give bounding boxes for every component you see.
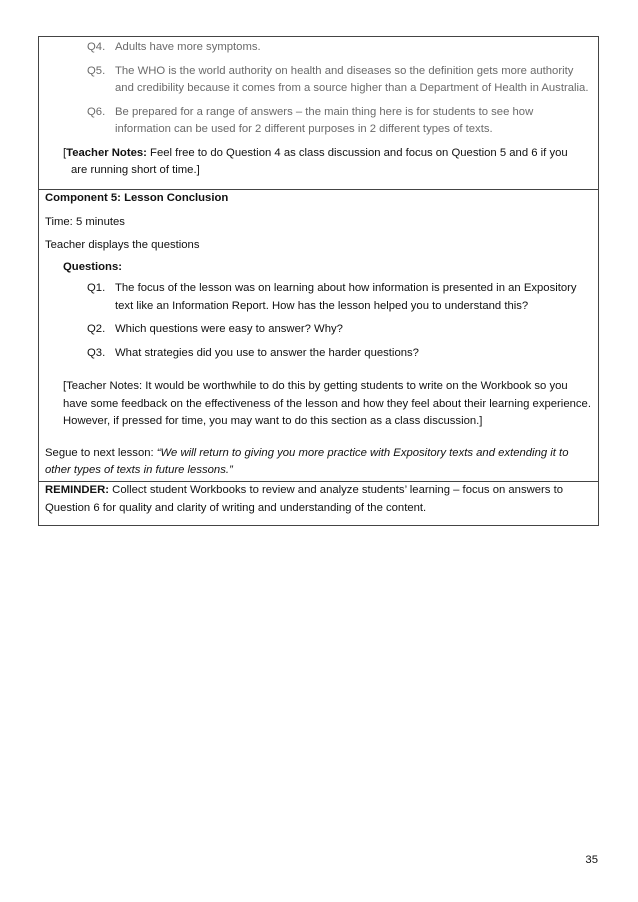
answer-q5 — [45, 63, 592, 98]
q-text: Adults have more symptoms. — [115, 41, 261, 53]
teacher-note-conclusion: [Teacher Notes: It would be worthwhile to do this by getting students to write on the Workbook so you have some feedback on the effectiveness of the lesson and how they feel about their learning experience. However, if pressed for time, you may want to do this section as a class discussion.] — [63, 380, 591, 427]
answer-q6 — [45, 104, 592, 139]
note-bracket: [ — [63, 146, 67, 159]
question-q1 — [45, 280, 592, 315]
q-number: Q6. — [87, 105, 106, 118]
displays-text: Teacher displays the questions — [45, 239, 200, 251]
reminder-body: Collect student Workbooks to review and analyze students’ learning – focus on answers to Question 6 for quality and clarity of writing and understanding of the content. — [45, 484, 564, 514]
q-number: Q5. — [87, 64, 106, 77]
page-number: 35 — [585, 854, 598, 866]
q-number: Q2. — [87, 323, 106, 335]
answer-q4 — [45, 39, 592, 57]
questions-heading: Questions: — [63, 260, 122, 273]
teacher-note-top — [45, 145, 592, 180]
note-text-continued: are running short of time.] — [71, 164, 200, 176]
lesson-table — [38, 36, 599, 526]
answers-cell — [38, 36, 599, 189]
q-text: What strategies did you use to answer the harder questions? — [115, 346, 419, 359]
q-number: Q3. — [87, 346, 106, 359]
reminder-cell — [38, 481, 599, 526]
q-text: Which questions were easy to answer? Why? — [115, 323, 343, 335]
q-text: The focus of the lesson was on learning about how information is presented in an Expository text like an Information Report. How has the lesson helped you to understand this? — [115, 282, 577, 312]
reminder-label: REMINDER: — [45, 484, 110, 496]
time-text: Time: 5 minutes — [45, 215, 125, 228]
segue-quote: “We will return to giving you more practice with Expository texts and extending it to other types of texts in future lessons.” — [45, 446, 569, 476]
q-number: Q4. — [87, 41, 106, 53]
q-text: The WHO is the world authority on health and diseases so the definition gets more authority and credibility because it comes from a source higher than a Department of Health in Australia. — [115, 64, 589, 94]
segue-text — [45, 445, 592, 480]
reminder-text — [45, 482, 592, 517]
note-text: Feel free to do Question 4 as class discussion and focus on Question 5 and 6 if you — [146, 146, 568, 159]
question-q2 — [45, 321, 592, 339]
note-label: Teacher Notes: — [66, 146, 147, 159]
q-number: Q1. — [87, 282, 106, 294]
component-cell — [38, 189, 599, 481]
component-heading: Component 5: Lesson Conclusion — [45, 192, 229, 204]
segue-label: Segue to next lesson: — [45, 446, 157, 459]
q-text: Be prepared for a range of answers – the main thing here is for students to see how information can be used for 2 different purposes in 2 different types of texts. — [115, 105, 534, 135]
question-q3 — [45, 345, 592, 363]
